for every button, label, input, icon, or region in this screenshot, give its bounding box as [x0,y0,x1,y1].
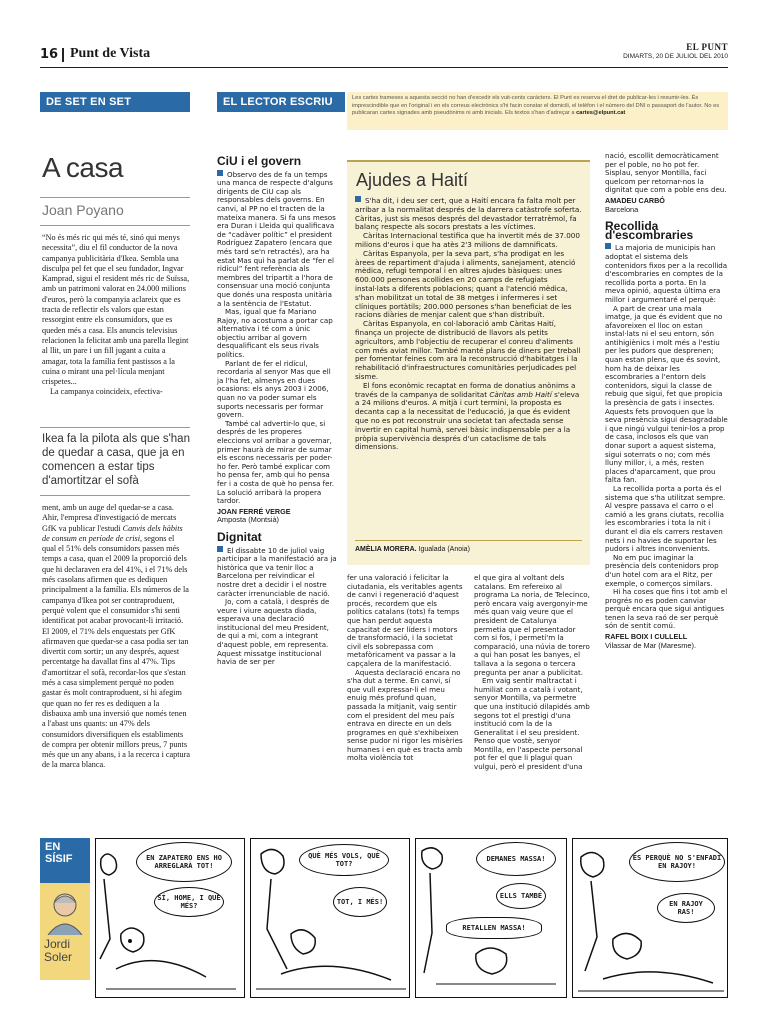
letter-heading-haiti: Ajudes a Haití [356,170,469,190]
comic-panel-1 [95,838,245,998]
letter-location: Vilassar de Mar (Maresme). [605,640,697,650]
letter-paragraph: No em puc imaginar la presència dels contenidors prop d'un hotel com ara el Ritz, per exemple, o comerços similars. [605,552,719,588]
speech-bubble: EN ZAPATERO ENS HO ARREGLARÀ TOT! [136,842,232,882]
cartoon-figures-icon [251,839,410,998]
author-rule [40,225,190,226]
comic-label-line: EN [45,841,61,853]
letters-column-2 [217,152,337,667]
haiti-signature-line [355,546,470,553]
haiti-body [355,196,583,452]
header-divider [62,48,64,62]
page-header [40,44,728,68]
column-author: Joan Poyano [42,202,124,218]
letter-paragraph: Càritas Espanyola, per la seva part, s'ha prodigat en les àrees de repartiment d'ajuda i aliments, sanejament, atenció mèdica, refugi temporal i en altres ajudes bàsiques: unes 600.000 persones acollides en 20 camps de refugiats instal·lats a diferents poblacions; quant a l'atenció mèdica, s'han mobilitzat un total de 38 metges i infermeres i set clíniques portàtils; 200.000 persones s'han beneficiat de les racions diàries de menjar calent que s'han distribuït. [355,248,576,320]
section-bar-de-set-en-set: DE SET EN SET [40,92,190,112]
letter-paragraph: S'ha dit, i deu ser cert, que a Haití encara fa falta molt per arribar a la normalitat després de la darrera catàstrofe soferta. Càritas, just sis mesos després del devastador terratrèmol, fa balanç respecte als socors prestats a les víctimes. [355,196,582,232]
cartoon-figures-icon [416,839,567,998]
column-body-bottom [42,503,190,771]
notice-text: Les cartes trameses a aquesta secció no han d'excedir els vuit-cents caràcters. El Punt es reserva el dret de publicar-les i resumir-les. És imprescindible que en l'original i en els correus electrònics s'hi facin constar el domicili, el telèfon i el número del DNI o passaport de l'autor. No es publicaran cartes signades amb pseudònims ni amb inicials. [352,95,720,117]
letter-location: Barcelona [605,204,639,214]
column-paragraph: ment, amb un auge del quedar-se a casa. Ahir, l'empresa d'investigació de mercats GfK va publicar l'estudi Canvis dels hàbits de consum en període de crisi, segons el qual el 51% dels consumidors passen més temps a casa, quan el 2009 la proporció dels que hi declaraven era del 41%, i el 71% dels més casolans afirmen que es dediquen principalment a la família. Els números de la campanya d'Ikea pot ser contraproduent, perquè volent que el consumidor s'hi senti identificat pot acabar provocant-li irritació. El 2009, el 71% dels enquestats per GfK afirmaven que quedar-se a casa podia ser tan divertit com sortir; un any després, aquest percentatge ha davallat fins al 47%. Tips d'amortitzar el sofà, recordar-los que s'estan més a casa simplement perquè no poden gastar és molt contraproduent, si hi afegim que quan no fer res es dediquen a la disbauxa amb una inversió que només tenen a l'abast uns quants: un 47% dels consumidors diversifiquen els establiments de compra per obtenir millors preus, 7 punts més que un any abans, i a la recerca i captura de la marca blanca. [42,503,190,770]
header-date: DIMARTS, 20 DE JULIOL DEL 2010 [623,53,728,60]
study-title: Canvis dels hàbits de consum en període de crisi [42,523,183,543]
letter-paragraph: Mas, igual que fa Mariano Rajoy, no acostuma a portar cap alternativa i té com a únic objectiu arribar al govern desqualificant els seus rivals polítics. [217,307,333,360]
letter-signature: AMADEU CARBÓ [605,195,665,205]
section-bar-el-lector-escriu: EL LECTOR ESCRIU [217,92,345,112]
bullet-icon [355,196,361,202]
speech-bubble: EN RAJOY RAS! [657,893,715,923]
column-paragraph: “No és més ric qui més té, sinó qui menys necessita”, diu el fil conductor de la nova campanya publicitària d'Ikea. Sembla una disculpa pel fet que el seu fundador, Ingvar Kamprad, sigui el resident més ric de Suïssa, amb un patrimoni valorat en 24.000 milions d'euros, però la companyia aclareix que es tracta de reflectir els valors que estan ressorgint entre els consumidors, que es queden més a casa. Els anuncis televisius relacionen la felicitat amb una parella llegint al llit, un pare i un fill jugant a cuita a amagar, tota la família fent pastissos a la cuina o mirant una pel·lícula menjant crispetes... [42,233,190,387]
letter-paragraph: També cal advertir-lo que, si després de les properes eleccions vol arribar a governar, primer haurà de mirar de sumar els escons necessaris per poder-ho fer. Però també explicar com ho pensa fer, amb qui ho pensa fer i a costa de què ho pensa fer. La solució arribarà la propera tardor. [217,418,335,506]
comic-author-box [40,883,90,980]
dignitat-continuation-1 [347,574,463,763]
letter-paragraph: Jo, com a català, i després de veure i viure aquesta diada, esperava una declaració institucional del meu President, de qui a mi, com a integrant d'aquest poble, em representa. Aquest missatge institucional havia de ser per [217,597,330,667]
speech-bubble: RETALLEN MASSA! [446,917,542,939]
letter-paragraph: El fons econòmic recaptat en forma de donatius anònims a través de la campanya de solidaritat Càritas amb Haití s'eleva a 24 milions d'euros. A mitjà i curt termini, la proposta es decanta cap a la necessitat de l'educació, ja que és evident que no es pot reconstruir una societat tan afectada sense invertir en capital humà, servei bàsic indispensable per a la pròpia supervivència després d'un cataclisme de tals dimensions. [355,380,580,452]
letter-paragraph: La majoria de municipis han adoptat el sistema dels contenidors fixos per a la recollida d'escombraries en comptes de la recollida porta a porta. En la meva opinió, aquesta última era millor i argumentaré el perquè: [605,243,728,304]
cartoon-figures-icon [96,839,245,998]
speech-bubble: ÉS PERQUÈ NO S'ENFADI EN RAJOY! [629,842,725,882]
page-number: 16 [40,47,59,62]
comic-author: Jordi Soler [44,937,73,964]
submission-notice [347,92,728,130]
letter-paragraph: Parlant de fer el ridícul, recordaria al senyor Mas que ell ja l'ha fet, almenys en dues ocasions: els anys 2003 i 2006, quan no va poder sumar els suports necessaris per formar govern. [217,358,331,420]
pullquote-rule-top [40,427,190,428]
letter-paragraph: Em vaig sentir maltractat i humiliat com a català i votant, senyor Montilla, va permetre que una institució dilapidés amb segons tot el prestigi d'una institució com la de la Generalitat i el seu president. Penso que vostè, senyor Montilla, en l'aspecte personal pot fer el que li plagui quan vulgui, però el president d'una [474,676,590,772]
section-title: Punt de Vista [70,46,151,61]
letter-signature: AMÈLIA MORERA. [355,546,417,553]
letter-location: Amposta (Montsià) [217,515,280,525]
pullquote-rule-bottom [40,495,190,496]
comic-label-line: SÍSIF [45,853,73,865]
speech-bubble: QUÈ MÉS VOLS, QUÈ TOT? [299,844,389,876]
author-portrait-icon [40,885,90,935]
letter-paragraph: nació, escollit democràticament per el poble, no ho pot fer. Sisplau, senyor Montilla, faci quelcom per retornar-nos la dignitat que com a poble ens deu. [605,151,727,195]
haiti-sig-rule [355,540,582,541]
letter-signature: RAFEL BOIX I CULLELL [605,632,688,642]
letter-heading-dignitat: Dignitat [217,529,262,544]
letter-paragraph: el que gira al voltant dels catalans. Em refereixo al programa La noria, de Telecinco, però encara vaig avergonyir-me més quan vaig veure que el president de Catalunya permetia que el presentador com si fos, i permetí'm la comparació, una núvia de torero a qui han posat les banyes, el tallava a la segona o tercera pregunta per anar a publicitat. [474,573,590,677]
letter-heading-recollida: Recollida d'escombraries [605,219,694,242]
notice-email[interactable]: cartes@elpunt.cat [576,110,626,117]
column-title: A casa [42,152,124,183]
bullet-icon [217,546,223,552]
comic-panel-4 [572,838,728,998]
speech-bubble: DEMANES MASSA! [476,842,556,876]
speech-bubble: SÍ, HOME, I QUÈ MÉS? [154,887,224,917]
letter-paragraph: fer una valoració i felicitar la ciutadania, els veritables agents de canvi i regeneració d'aquest procés, recordem que els polítics catalans (tots) fa temps que han perdut aquesta capacitat de ser líders i motors de transformació, i la societat civil els sobrepassa com metafòricament va passar a la capçalera de la manifestació. [347,573,463,668]
column-body-top [42,233,190,398]
campaign-name: Càritas amb Haití [489,389,552,399]
letter-paragraph: A part de crear una mala imatge, ja que és evident que no afavoreixen el lloc on estan instal·lats ni el seu entorn, són antihigiènics i molt més a l'estiu per les pudors que desprenen; quan estan plens, que és sovint, hom ha de deixar les escombraries a l'entorn dels contenidors, sigui la classe de rebuig que sigui, fet que propicia la presència de gats i insectes. Aquests fets provoquen que la seva presència sigui desagradable i que ningú vulgui tenir-los a prop de casa, inclosos els que van donar suport a aquest sistema, sigui soterrats o no; com més lluny millor, i, a més, resten places d'aparcament, que prou falta fan. [605,303,728,485]
letter-paragraph: La recollida porta a porta és el sistema que s'ha utilitzat sempre. Al vespre passava el carro o el camió a les grans ciutats, recollia les escombraries i tota la nit i durant el dia els carrers restaven nets i no havies de suportar les pudors i altres inconvenients. [605,483,726,554]
notice-address-label: Els textos s'han d'adreçar a [505,110,575,117]
pullquote: Ikea fa la pilota als que s'han de quedar a casa, que ja en comencen a estar tips d'amortitzar el sofà [42,433,190,487]
title-rule [40,197,190,198]
letter-heading-ciu: CiU i el govern [217,154,302,168]
letter-paragraph: Aquesta declaració encara no s'ha dut a terme. En canvi, sí que vull expressar-li el meu enuig més profund quan, passada la mitjanit, vaig sentir com el president del meu país entrava en directe en un dels programes en què s'exhibeixen sense pudor ni rigor les misèries humanes i en què es tracta amb molta violència tot [347,667,463,763]
letter-signature: JOAN FERRÉ VERGE [217,506,291,516]
letter-paragraph: Càritas Internacional testifica que ha invertit més de 37.000 milions d'euros i que ha atès 2'3 milions de damnificats. [355,231,580,249]
letter-paragraph: Càritas Espanyola, en col·laboració amb Càritas Haití, finança un projecte de distribució de llavors als petits agricultors, amb l'objectiu de recuperar el conreu d'aliments com més aviat millor. També manté plans de diners per treball per fomentar feines com ara la reconstrucció d'habitatges i la rehabilitació d'infraestructures comunitàries perjudicades pel sisme. [355,319,581,381]
brand-logo: EL PUNT [686,42,728,52]
letter-location: Igualada (Anoia) [418,546,470,553]
speech-bubble: TOT, I MÉS! [333,887,387,917]
dignitat-continuation-2 [474,574,590,772]
column-paragraph: La campanya coincideix, efectiva- [50,387,163,397]
bullet-icon [605,243,611,249]
comic-panel-3 [415,838,567,998]
letter-paragraph: Observo des de fa un temps una manca de respecte d'alguns dirigents de CiU cap als responsables dels governs. En canvi, al PP no el tracten de la mateixa manera. Si fa uns mesos era Duran i Lleida qui qualificava de “cadàver polític” el president Rodríguez Zapatero (encara que més tard se'n retractés), ara ha estat Mas qui ha parlat de “fer el ridícul” fent referència als membres del tripartit a l'hora de consensuar una moció conjunta que donés una resposta unitària a la sentència de l'Estatut. [217,169,336,308]
comic-panel-2 [250,838,410,998]
comic-label [40,838,90,883]
featured-letter-haiti [347,160,590,565]
letters-column-5 [605,152,728,650]
speech-bubble: ELLS TAMBÉ [496,883,546,909]
opinion-column [40,112,190,822]
cartoon-figures-icon [573,839,728,998]
letter-paragraph: El dissabte 10 de juliol vaig participar a la manifestació ara ja històrica que va tenir lloc a Barcelona per reivindicar el nostre dret a decidir i el nostre caràcter irrenunciable de nació. [217,545,337,598]
letter-paragraph: Hi ha coses que fins i tot amb el progrés no es poden canviar perquè encara que sigui antigues tenen la seva raó de ser perquè són de sentit comú. [605,587,728,631]
bullet-icon [217,170,223,176]
